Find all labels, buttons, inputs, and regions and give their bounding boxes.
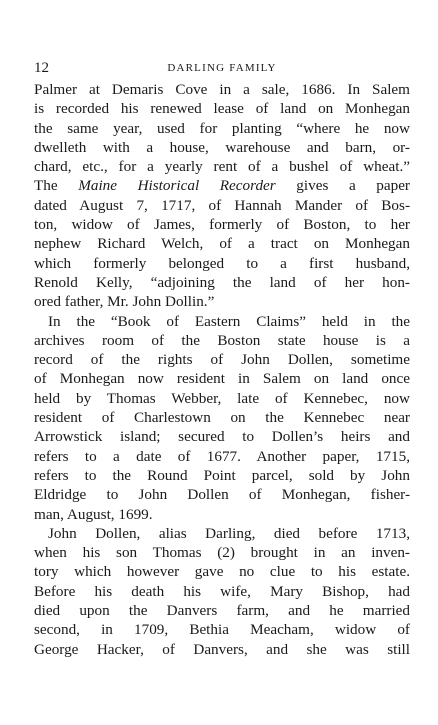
text-fragment: The — [34, 177, 79, 195]
text-line: dated August 7, 1717, of Hannah Mander of Bos- — [34, 196, 410, 214]
publication-title: Maine Historical Recorder — [78, 177, 276, 195]
text-line: George Hacker, of Danvers, and she was still — [34, 640, 410, 658]
text-line: man, August, 1699. — [34, 505, 153, 523]
text-line: archives room of the Boston state house is a — [34, 331, 410, 349]
text-line: refers to the Round Point parcel, sold by John — [34, 466, 410, 484]
text-line: John Dollen, alias Darling, died before 1713, — [48, 524, 410, 542]
text-fragment: gives a paper — [275, 177, 410, 195]
text-line: held by Thomas Webber, late of Kennebec, now — [34, 389, 410, 407]
text-line: nephew Richard Welch, of a tract on Monhegan — [34, 235, 410, 253]
text-line: Arrowstick island; secured to Dollen’s heirs and — [34, 428, 410, 446]
text-line: ored father, Mr. John Dollin.” — [34, 293, 215, 311]
text-line — [34, 176, 410, 195]
text-line: refers to a date of 1677. Another paper, 1715, — [34, 447, 410, 465]
text-line: record of the rights of John Dollen, sometime — [34, 351, 410, 369]
text-line: dwelleth with a house, warehouse and barn, or- — [34, 138, 410, 156]
text-line: Renold Kelly, “adjoining the land of her hon- — [34, 273, 410, 291]
text-line: the same year, used for planting “where he now — [34, 119, 410, 137]
book-page — [34, 60, 410, 659]
text-line: ton, widow of James, formerly of Boston, to her — [34, 216, 410, 234]
text-line: tory which however gave no clue to his estate. — [34, 563, 410, 581]
text-line: Before his death his wife, Mary Bishop, had — [34, 582, 410, 600]
paragraph-3 — [34, 524, 410, 659]
text-line: Eldridge to John Dollen of Monhegan, fisher- — [34, 486, 410, 504]
text-line: when his son Thomas (2) brought in an inven- — [34, 544, 410, 562]
text-line: second, in 1709, Bethia Meacham, widow of — [34, 621, 410, 639]
text-line: chard, etc., for a yearly rent of a bushel of wheat.” — [34, 158, 410, 176]
text-line: is recorded his renewed lease of land on Monhegan — [34, 100, 410, 118]
paragraph-2 — [34, 312, 410, 524]
paragraph-1 — [34, 80, 410, 312]
text-line: resident of Charlestown on the Kennebec near — [34, 409, 410, 427]
text-line: died upon the Danvers farm, and he married — [34, 602, 410, 620]
text-line: which formerly belonged to a first husband, — [34, 254, 410, 272]
running-title: DARLING FAMILY — [167, 62, 277, 74]
page-number: 12 — [34, 60, 49, 76]
text-line: In the “Book of Eastern Claims” held in the — [48, 312, 410, 330]
running-head — [34, 60, 410, 80]
text-line: of Monhegan now resident in Salem on land once — [34, 370, 410, 388]
text-line: Palmer at Demaris Cove in a sale, 1686. In Salem — [34, 81, 410, 98]
